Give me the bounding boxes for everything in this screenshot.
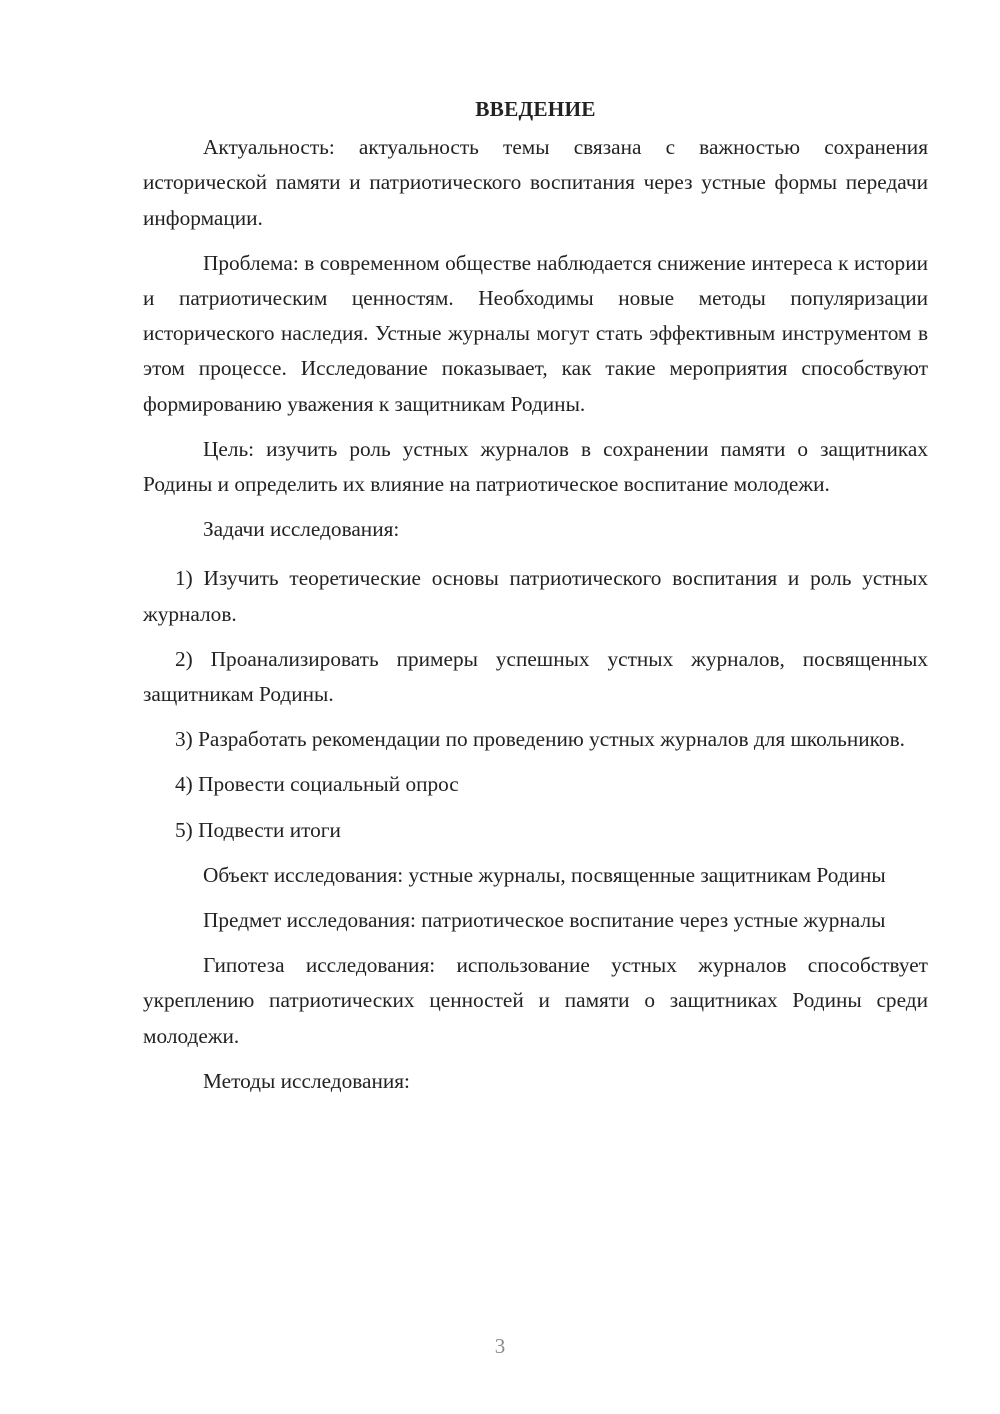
research-subject-paragraph: Предмет исследования: патриотическое воспитание через устные журналы <box>203 908 886 933</box>
research-methods-heading: Методы исследования: <box>203 1068 410 1093</box>
task-item-1: 1) Изучить теоретические основы патриотического воспитания и роль устных журналов. <box>143 566 928 626</box>
page-number: 3 <box>494 1334 506 1358</box>
section-title: ВВЕДЕНИЕ <box>475 97 596 121</box>
tasks-heading: Задачи исследования: <box>203 517 400 542</box>
problem-paragraph: Проблема: в современном обществе наблюдается снижение интереса к истории и патриотическим ценностям. Необходимы новые методы популяризации исторического наследия. Устные журналы могут стать эффективным инструментом в этом процессе. Исследование показывает, как такие мероприятия способствуют формированию уважения к защитникам Родины. <box>143 250 928 416</box>
research-object-paragraph: Объект исследования: устные журналы, посвященные защитникам Родины <box>203 862 886 887</box>
page-content <box>143 92 928 1109</box>
task-item-4: 4) Провести социальный опрос <box>175 772 459 797</box>
relevance-paragraph: Актуальность: актуальность темы связана с важностью сохранения исторической памяти и патриотического воспитания через устные формы передачи информации. <box>143 135 928 230</box>
task-item-5: 5) Подвести итоги <box>175 817 341 842</box>
task-item-3: 3) Разработать рекомендации по проведению устных журналов для школьников. <box>175 727 905 752</box>
goal-paragraph: Цель: изучить роль устных журналов в сохранении памяти о защитниках Родины и определить их влияние на патриотическое воспитание молодежи. <box>143 436 928 497</box>
research-hypothesis-paragraph: Гипотеза исследования: использование устных журналов способствует укреплению патриотических ценностей и памяти о защитниках Родины среди молодежи. <box>143 953 928 1048</box>
task-item-2: 2) Проанализировать примеры успешных устных журналов, посвященных защитникам Родины. <box>143 646 928 707</box>
